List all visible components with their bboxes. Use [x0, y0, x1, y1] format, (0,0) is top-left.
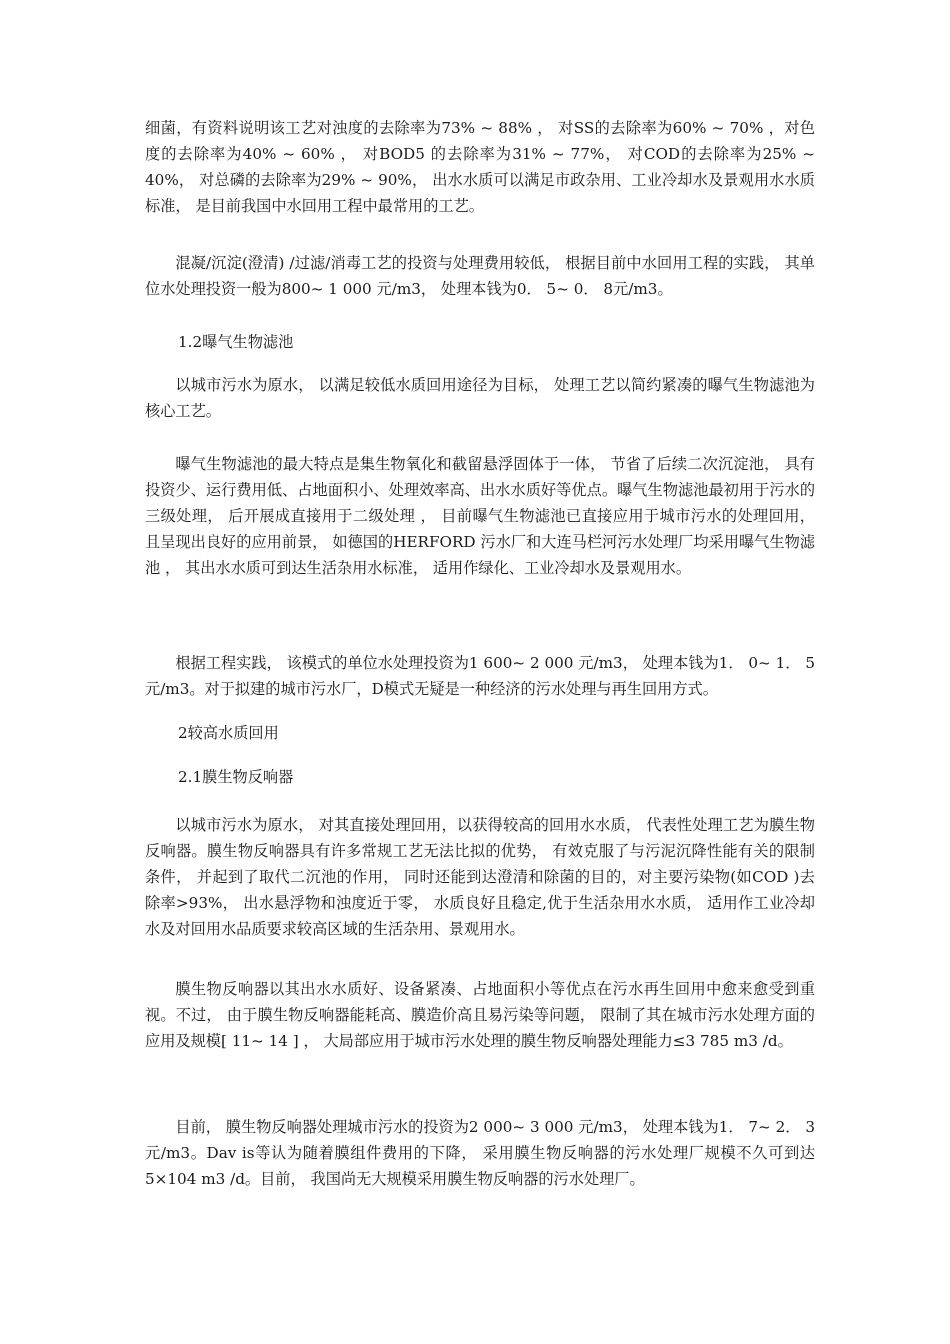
section-heading-1-2: 1.2曝气生物滤池	[178, 333, 294, 351]
paragraph-baf-cost: 根据工程实践， 该模式的单位水处理投资为1 600~ 2 000 元/m3， 处理本钱为1． 0~ 1． 5 元/m3。对于拟建的城市污水厂，D模式无疑是一种经济的污水处理与再生回用方式。	[145, 654, 815, 698]
paragraph-mbr-limits: 膜生物反响器以其出水水质好、设备紧凑、占地面积小等优点在污水再生回用中愈来愈受到重视。不过， 由于膜生物反响器能耗高、膜造价高且易污染等问题， 限制了其在城市污水处理方面的应用及规模[ 11~ 14 ] ， 大局部应用于城市污水处理的膜生物反响器处理能力≤3 785 m3 /d。	[145, 980, 815, 1050]
paragraph-mbr-cost: 目前， 膜生物反响器处理城市污水的投资为2 000~ 3 000 元/m3， 处理本钱为1． 7~ 2． 3 元/m3。Dav is等认为随着膜组件费用的下降， 采用膜生物反响器的污水处理厂规模不久可到达5×104 m3 /d。目前， 我国尚无大规模采用膜生物反响器的污水处理厂。	[145, 1118, 815, 1188]
paragraph-baf-intro: 以城市污水为原水， 以满足较低水质回用途径为目标， 处理工艺以简约紧凑的曝气生物滤池为核心工艺。	[145, 376, 815, 420]
paragraph-mbr-intro: 以城市污水为原水， 对其直接处理回用，以获得较高的回用水水质， 代表性处理工艺为膜生物反响器。膜生物反响器具有许多常规工艺无法比拟的优势， 有效克服了与污泥沉降性能有关的限制条件， 并起到了取代二沉池的作用， 同时还能到达澄清和除菌的目的，对主要污染物(如COD )去除率>93%， 出水悬浮物和浊度近于零， 水质良好且稳定,优于生活杂用水水质， 适用作工业冷却水及对回用水品质要求较高区域的生活杂用、景观用水。	[145, 816, 815, 938]
paragraph-removal-rates: 细菌，有资料说明该工艺对浊度的去除率为73% ~ 88% ， 对SS的去除率为60% ~ 70% ，对色度的去除率为40% ~ 60% ， 对BOD5 的去除率为31% ~ 77%， 对COD的去除率为25% ~ 40%， 对总磷的去除率为29% ~ 90%， 出水水质可以满足市政杂用、工业冷却水及景观用水水质标准， 是目前我国中水回用工程中最常用的工艺。	[145, 119, 815, 215]
paragraph-baf-features: 曝气生物滤池的最大特点是集生物氧化和截留悬浮固体于一体， 节省了后续二次沉淀池， 具有投资少、运行费用低、占地面积小、处理效率高、出水水质好等优点。曝气生物滤池最初用于污水的三级处理， 后开展成直接用于二级处理 ， 目前曝气生物滤池已直接应用于城市污水的处理回用， 且呈现出良好的应用前景， 如德国的HERFORD 污水厂和大连马栏河污水处理厂均采用曝气生物滤池 ， 其出水水质可到达生活杂用水标准， 适用作绿化、工业冷却水及景观用水。	[145, 455, 815, 577]
section-heading-2-1: 2.1膜生物反响器	[178, 768, 294, 786]
paragraph-coagulation-cost: 混凝/沉淀(澄清) /过滤/消毒工艺的投资与处理费用较低， 根据目前中水回用工程的实践， 其单位水处理投资一般为800~ 1 000 元/m3， 处理本钱为0． 5~ 0． 8元/m3。	[145, 254, 815, 298]
section-heading-2: 2较高水质回用	[178, 724, 279, 742]
